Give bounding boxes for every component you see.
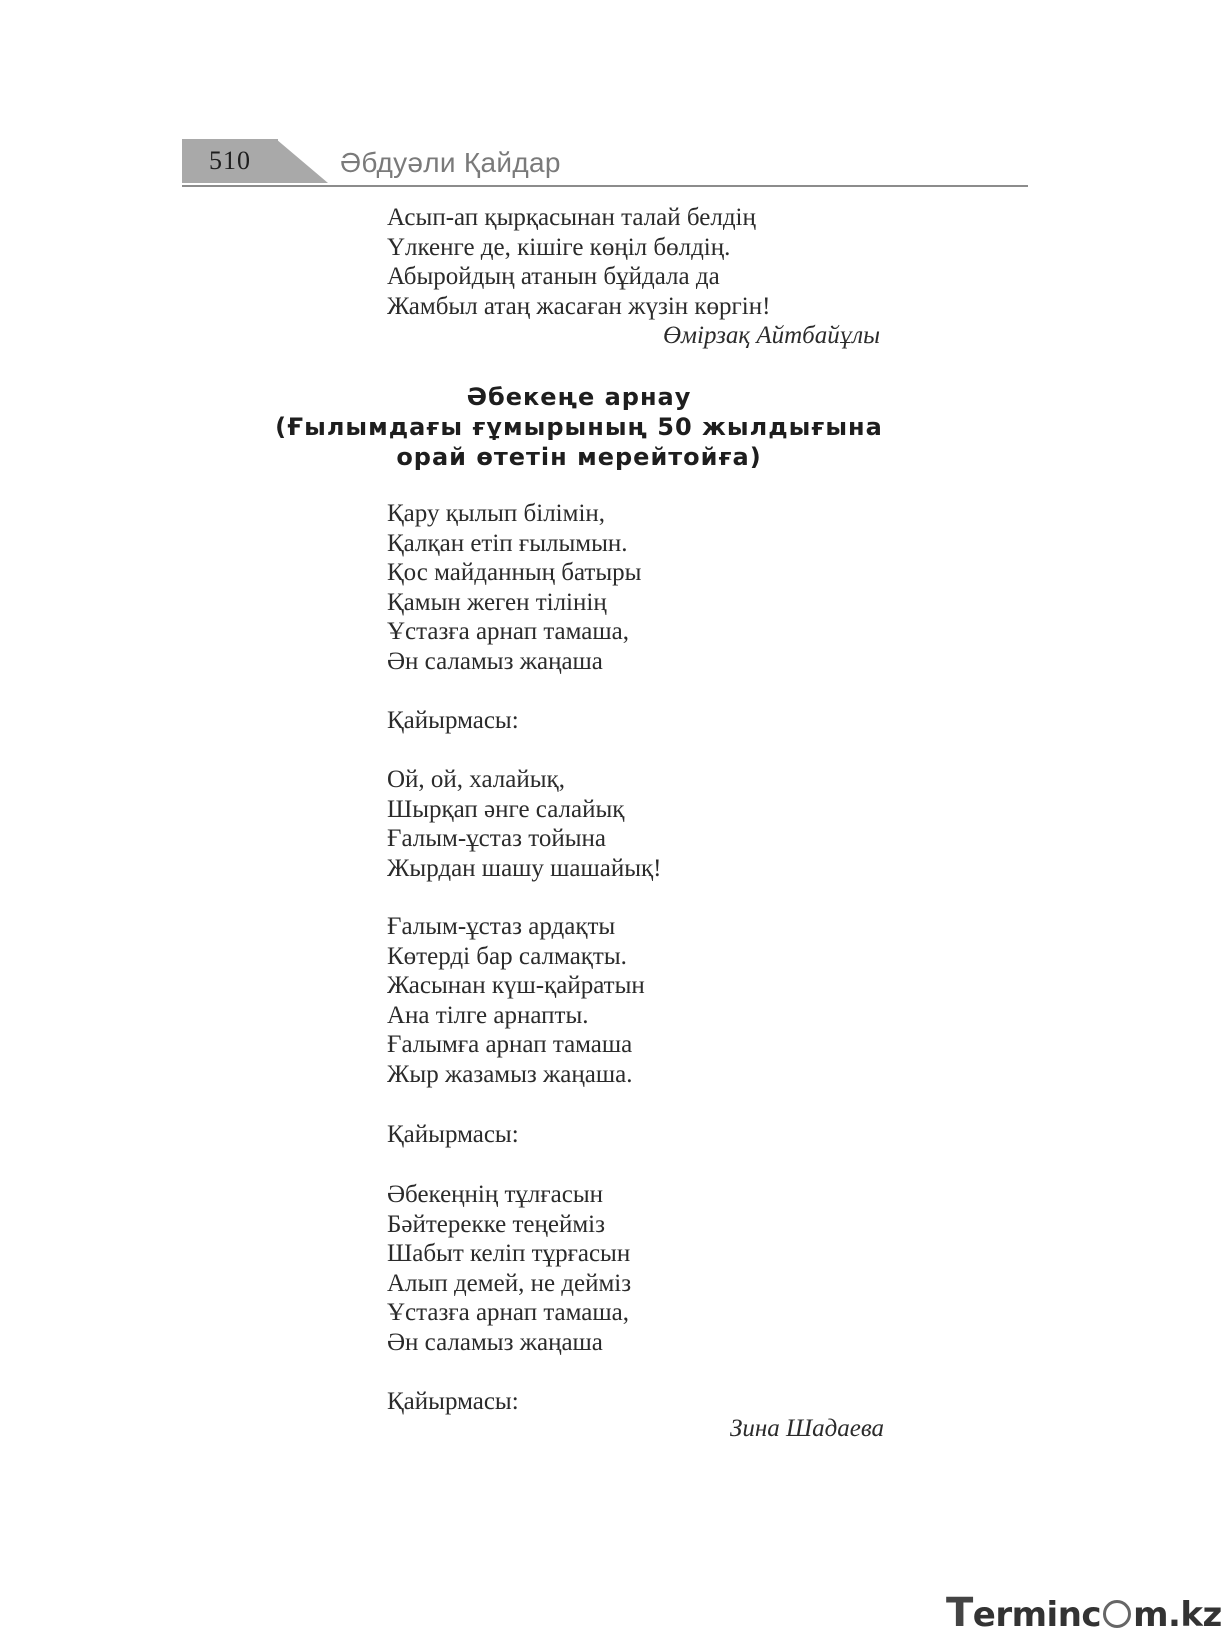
poem-line: Ұстазға арнап тамаша, bbox=[387, 1299, 629, 1327]
poem-line: Жамбыл атаң жасаған жүзін көргін! bbox=[387, 292, 771, 320]
poem2-stanza-2 bbox=[387, 765, 662, 883]
poem-line: Асып-ап қырқасынан талай белдің bbox=[387, 204, 756, 231]
poem-line: Жырдан шашу шашайық! bbox=[387, 854, 662, 882]
poem-line: Шабыт келіп тұрғасын bbox=[387, 1240, 631, 1268]
page-tab-slant bbox=[276, 139, 328, 183]
poem-line: Шырқап әнге салайық bbox=[387, 795, 625, 823]
refrain-label bbox=[387, 1387, 519, 1417]
poem-line: Әбекеңнің тұлғасын bbox=[387, 1181, 604, 1208]
poem-line: Қос майданның батыры bbox=[387, 559, 642, 587]
poem-line: Ұстазға арнап тамаша, bbox=[387, 618, 629, 646]
poem-line: Алып демей, не дейміз bbox=[387, 1269, 632, 1297]
poem1-stanza bbox=[387, 203, 770, 321]
poem-line: Ғалым-ұстаз ардақты bbox=[387, 913, 616, 940]
termincom-watermark bbox=[946, 1590, 1222, 1636]
watermark-text: m.kz bbox=[1133, 1595, 1222, 1635]
refrain-label bbox=[387, 1120, 519, 1150]
poem2-author: Зина Шадаева bbox=[730, 1415, 885, 1442]
page-header bbox=[0, 0, 1158, 200]
header-rule bbox=[182, 185, 1028, 187]
poem-line: Көтерді бар салмақты. bbox=[387, 942, 627, 970]
title-line: (Ғылымдағы ғұмырының 50 жылдығына bbox=[275, 413, 883, 441]
poem-line: Жыр жазамыз жаңаша. bbox=[387, 1060, 633, 1088]
poem-line: Ана тілге арнапты. bbox=[387, 1001, 589, 1029]
poem2-stanza-3 bbox=[387, 912, 645, 1090]
poem-line: Қалқан етіп ғылымын. bbox=[387, 529, 628, 557]
poem-line: Абыройдың атанын бұйдала да bbox=[387, 263, 720, 291]
refrain-label bbox=[387, 706, 519, 736]
title-line: орай өтетін мерейтойға) bbox=[396, 443, 762, 471]
poem2-stanza-1 bbox=[387, 499, 641, 677]
refrain-text: Қайырмасы: bbox=[387, 707, 519, 734]
poem2-title bbox=[0, 382, 1158, 472]
poem-line: Ой, ой, халайық, bbox=[387, 766, 565, 793]
poem-line: Үлкенге де, кішіге көңіл бөлдің. bbox=[387, 233, 731, 261]
magnifier-icon bbox=[1103, 1600, 1131, 1628]
running-head: Әбдуәли Қайдар bbox=[340, 147, 561, 178]
poem-line: Ән саламыз жаңаша bbox=[387, 1328, 603, 1356]
page-number: 510 bbox=[182, 139, 278, 183]
watermark-text: erminc bbox=[972, 1595, 1102, 1635]
watermark-letter: T bbox=[946, 1590, 973, 1636]
poem-line: Қару қылып білімін, bbox=[387, 500, 606, 527]
poem-line: Қамын жеген тілінің bbox=[387, 588, 607, 616]
refrain-text: Қайырмасы: bbox=[387, 1388, 519, 1415]
poem2-stanza-4 bbox=[387, 1180, 631, 1358]
poem-line: Ән саламыз жаңаша bbox=[387, 647, 603, 675]
poem-line: Ғалым-ұстаз тойына bbox=[387, 825, 606, 853]
refrain-text: Қайырмасы: bbox=[387, 1121, 519, 1148]
title-line: Әбекеңе арнау bbox=[466, 383, 692, 411]
poem-line: Жасынан күш-қайратын bbox=[387, 972, 645, 1000]
poem1-author: Өмірзақ Айтбайұлы bbox=[663, 322, 881, 349]
poem-line: Бәйтерекке теңейміз bbox=[387, 1210, 605, 1238]
poem-line: Ғалымға арнап тамаша bbox=[387, 1031, 633, 1059]
